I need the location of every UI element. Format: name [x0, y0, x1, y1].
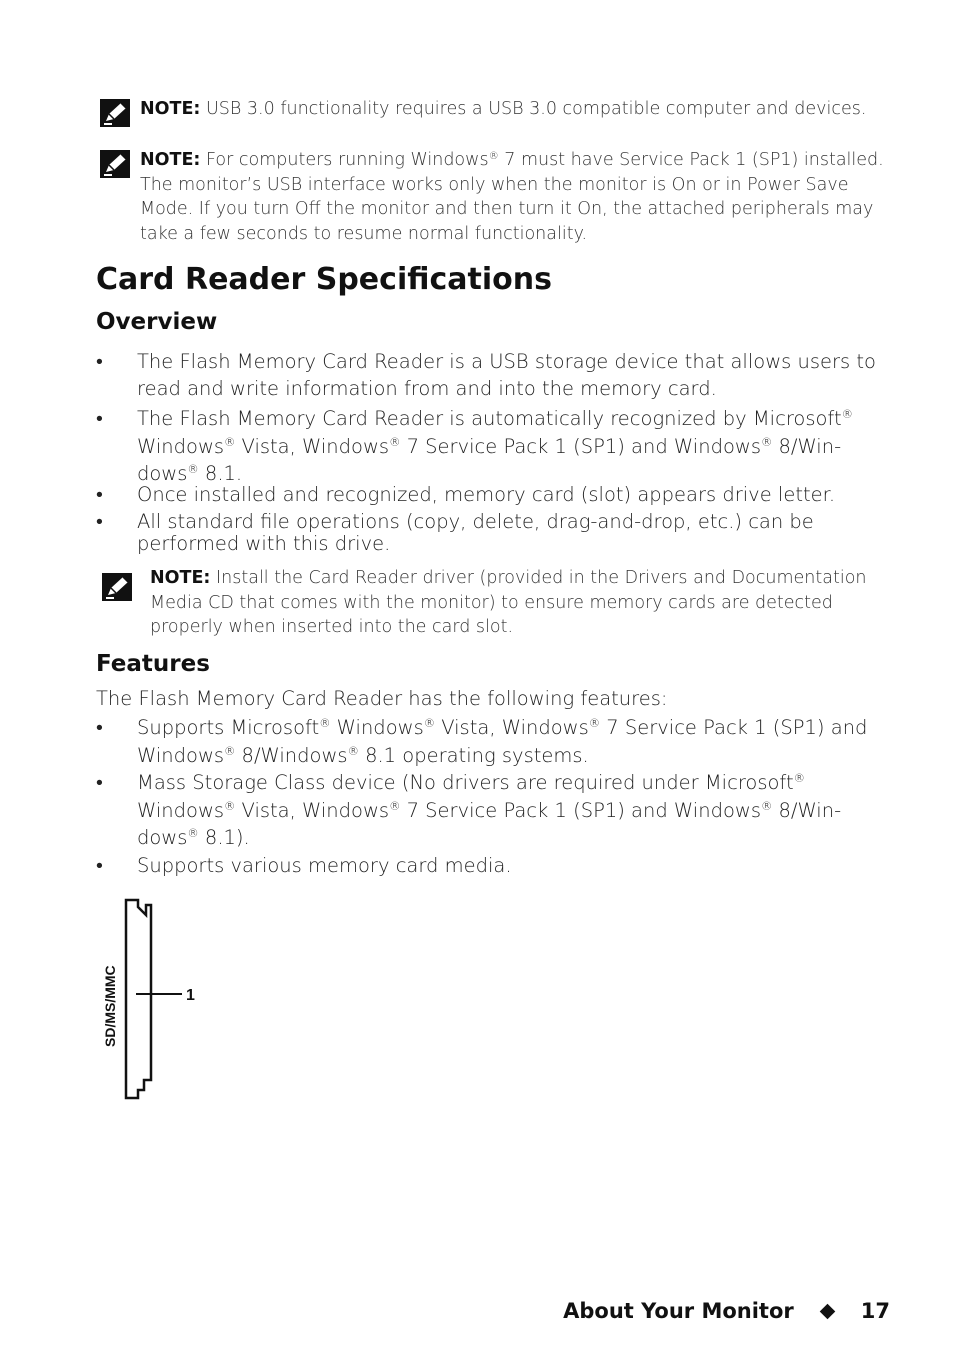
note-pencil-icon — [100, 150, 130, 178]
bullet: • — [96, 853, 103, 877]
list-item: • All standard file operations (copy, delete, drag-and-drop, etc.) can be performed with this drive. — [96, 510, 814, 555]
page-title: Card Reader Specifications — [96, 262, 552, 297]
features-intro: The Flash Memory Card Reader has the following features: — [96, 687, 668, 710]
card-slot-outline — [126, 900, 151, 1098]
note-windows7-sp1 — [100, 148, 890, 248]
note-card-reader-driver — [102, 566, 892, 642]
features-list — [96, 714, 892, 879]
overview-heading: Overview — [96, 309, 218, 335]
diamond-icon — [819, 1303, 835, 1319]
bullet: • — [96, 716, 103, 739]
features-heading: Features — [96, 651, 210, 677]
note-text — [150, 566, 892, 640]
bullet: • — [96, 350, 103, 373]
note-label: NOTE: — [140, 150, 201, 170]
page-number: 17 — [860, 1299, 890, 1323]
bullet: • — [96, 482, 103, 506]
callout-number: 1 — [186, 987, 195, 1004]
slot-label: SD/MS/MMC — [102, 965, 118, 1047]
note-text — [140, 148, 890, 246]
note-label: NOTE: — [140, 99, 201, 119]
list-item: • Once installed and recognized, memory card (slot) appears drive letter. — [96, 482, 892, 509]
note-text — [140, 97, 890, 122]
list-item: • Supports Microsoft® Windows® Vista, Windows® 7 Service Pack 1 (SP1) and Windows® 8/Windows® 8.1 operating systems. — [96, 716, 868, 767]
bullet: • — [96, 407, 103, 430]
footer-section: About Your Monitor — [563, 1299, 794, 1323]
note-body-b: 7 must have Service Pack 1 (SP1) installed. The monitor’s USB interface works only when the monitor is On or in Power Save Mode. If you turn Off the monitor and then turn it On, the attached peripherals may take a few seconds to resume normal functionality. — [140, 150, 884, 244]
bullet: • — [96, 510, 103, 533]
overview-list — [96, 349, 892, 555]
note-body-a: For computers running Windows — [200, 150, 489, 170]
note-body: Install the Card Reader driver (provided in the Drivers and Documentation Media CD that comes with the monitor) to ensure memory cards are detected properly when inserted into the card slot. — [150, 568, 867, 637]
registered-mark: ® — [488, 150, 499, 162]
note-pencil-icon — [102, 573, 132, 601]
list-item: • Mass Storage Class device (No drivers are required under Microsoft® Windows® Vista, Windows® 7 Service Pack 1 (SP1) and Windows® 8/Win-dows® 8.1). — [96, 771, 842, 849]
list-item: • Supports various memory card media. — [96, 852, 892, 880]
list-item: • The Flash Memory Card Reader is automatically recognized by Microsoft® Windows® Vista, Windows® 7 Service Pack 1 (SP1) and Windows® 8/Win-dows® 8.1. — [96, 407, 853, 485]
bullet: • — [96, 771, 103, 794]
note-body: USB 3.0 functionality requires a USB 3.0 compatible computer and devices. — [200, 99, 867, 119]
page-footer — [563, 1299, 890, 1323]
note-label: NOTE: — [150, 568, 211, 588]
list-item: • The Flash Memory Card Reader is a USB storage device that allows users to read and write information from and into the memory card. — [96, 350, 876, 400]
card-slot-diagram — [96, 895, 206, 1105]
note-pencil-icon — [100, 99, 130, 127]
note-usb3 — [100, 97, 890, 149]
